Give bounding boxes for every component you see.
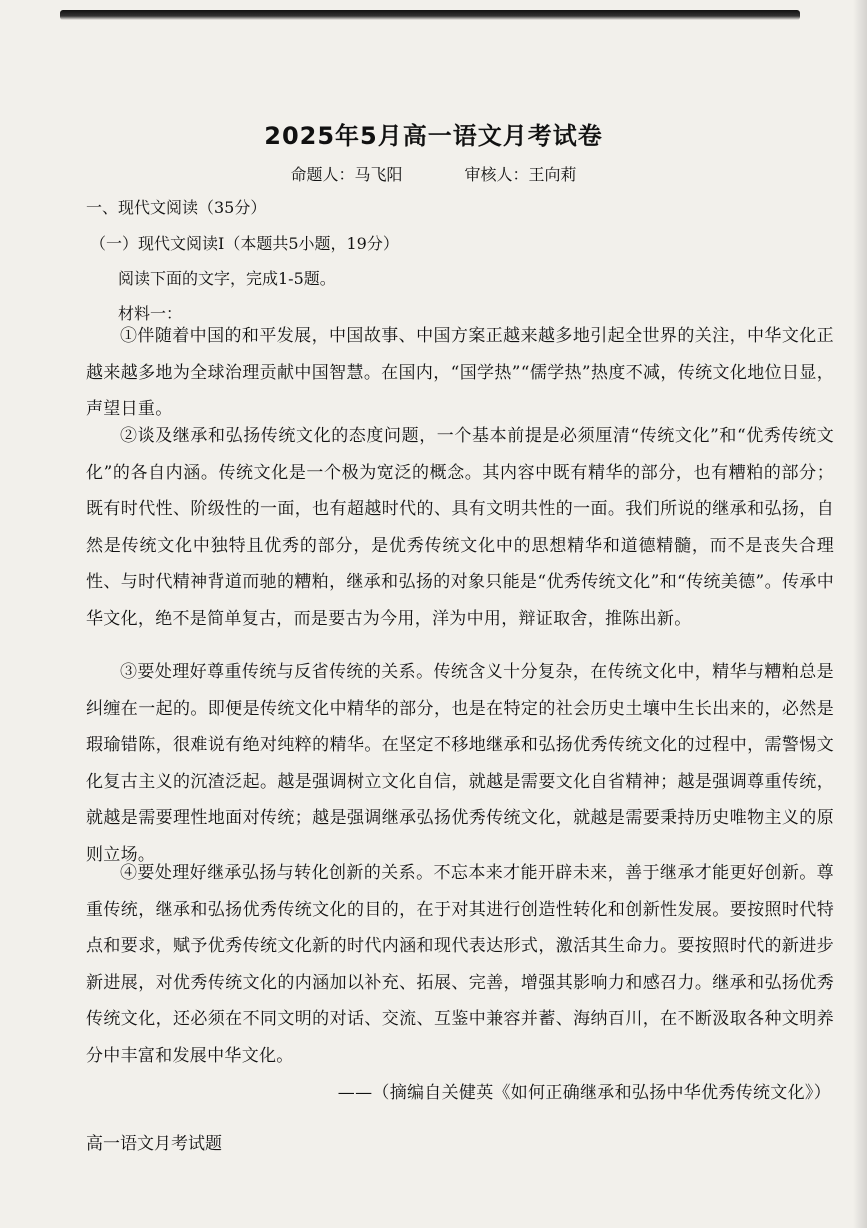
section-heading-1: 一、现代文阅读（35分） xyxy=(86,198,267,217)
source-citation: ——（摘编自关健英《如何正确继承和弘扬中华优秀传统文化》） xyxy=(337,1083,831,1103)
paragraph-2: ②谈及继承和弘扬传统文化的态度问题，一个基本前提是必须厘清“传统文化”和“优秀传统文化”的各自内涵。传统文化是一个极为宽泛的概念。其内容中既有精华的部分，也有糟粕的部分；既有时代性、阶级性的一面，也有超越时代的、具有文明共性的一面。我们所说的继承和弘扬，自然是传统文化中独特且优秀的部分，是优秀传统文化中的思想精华和道德精髓，而不是丧失合理性、与时代精神背道而驰的糟粕，继承和弘扬的对象只能是“优秀传统文化”和“传统美德”。传承中华文化，绝不是简单复古，而是要古为今用，洋为中用，辩证取舍，推陈出新。 xyxy=(86,426,834,629)
paragraph-4: ④要处理好继承弘扬与转化创新的关系。不忘本来才能开辟未来，善于继承才能更好创新。尊重传统，继承和弘扬优秀传统文化的目的，在于对其进行创造性转化和创新性发展。要按照时代特点和要求，赋予优秀传统文化新的时代内涵和现代表达形式，激活其生命力。要按照时代的新进步新进展，对优秀传统文化的内涵加以补充、拓展、完善，增强其影响力和感召力。继承和弘扬优秀传统文化，还必须在不同文明的对话、交流、互鉴中兼容并蓄、海纳百川，在不断汲取各种文明养分中丰富和发展中华文化。 xyxy=(86,863,834,1066)
authors-line xyxy=(0,162,867,185)
reading-instruction: 阅读下面的文字，完成1-5题。 xyxy=(118,269,336,288)
material-label: 材料一： xyxy=(118,304,183,323)
section-heading-2: （一）现代文阅读Ⅰ（本题共5小题，19分） xyxy=(90,234,399,253)
question-setter: 命题人：马飞阳 xyxy=(290,165,403,184)
paragraph-3: ③要处理好尊重传统与反省传统的关系。传统含义十分复杂，在传统文化中，精华与糟粕总是纠缠在一起的。即便是传统文化中精华的部分，也是在特定的社会历史土壤中生长出来的，必然是瑕瑜错陈，很难说有绝对纯粹的精华。在坚定不移地继承和弘扬优秀传统文化的过程中，需警惕文化复古主义的沉渣泛起。越是强调树立文化自信，就越是需要文化自省精神；越是强调尊重传统，就越是需要理性地面对传统；越是强调继承弘扬优秀传统文化，就越是需要秉持历史唯物主义的原则立场。 xyxy=(86,662,834,865)
page-footer: 高一语文月考试题 xyxy=(86,1134,222,1154)
scan-shadow-top xyxy=(60,10,800,20)
paragraph-1: ①伴随着中国的和平发展，中国故事、中国方案正越来越多地引起全世界的关注，中华文化正越来越多地为全球治理贡献中国智慧。在国内，“国学热”“儒学热”热度不减，传统文化地位日显，声望日重。 xyxy=(86,326,834,419)
reviewer: 审核人：王向莉 xyxy=(464,165,577,184)
exam-title: 2025年5月高一语文月考试卷 xyxy=(264,122,603,150)
